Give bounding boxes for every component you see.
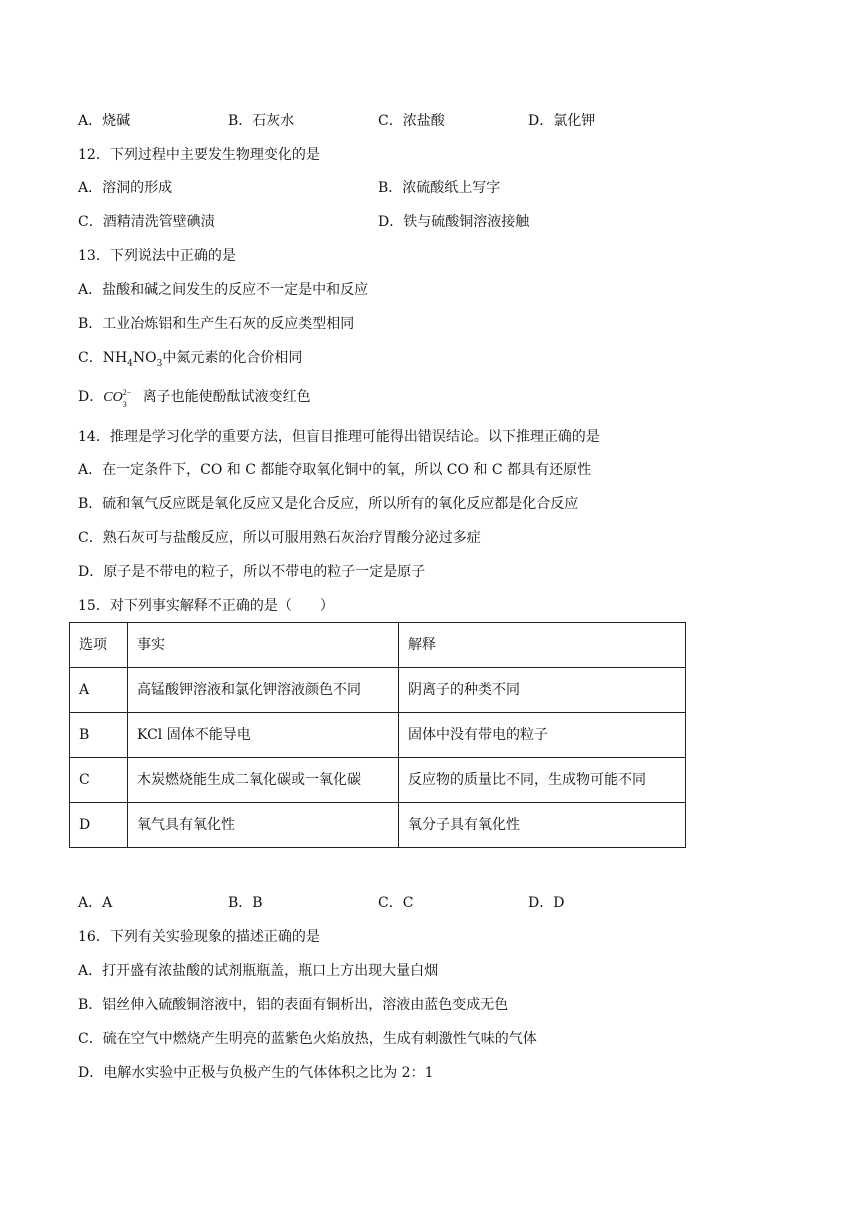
q13-c-mid: NO	[132, 350, 157, 366]
header-fact: 事实	[128, 623, 399, 668]
q13-c-prefix: C．NH	[78, 350, 128, 366]
q15-option-a: A．A	[78, 895, 113, 911]
q13-c-sub2: 3	[156, 358, 163, 369]
q11-option-a: A．烧碱	[78, 113, 131, 129]
q13-c-sub1: 4	[127, 358, 133, 369]
q14-option-d: D．原子是不带电的粒子，所以不带电的粒子一定是原子	[78, 564, 426, 580]
q11-option-d: D．氯化钾	[528, 113, 596, 129]
cell-explanation: 氧分子具有氧化性	[399, 803, 686, 848]
q12-option-c: C．酒精清洗管壁碘渍	[78, 214, 215, 230]
q13-option-a: A．盐酸和碱之间发生的反应不一定是中和反应	[78, 282, 369, 298]
q15-stem: 15．对下列事实解释不正确的是（ ）	[78, 598, 334, 614]
table-row	[70, 803, 686, 848]
q14-stem: 14．推理是学习化学的重要方法，但盲目推理可能得出错误结论。以下推理正确的是	[78, 429, 600, 445]
cell-option: C	[70, 758, 128, 803]
cell-explanation: 阴离子的种类不同	[399, 668, 686, 713]
q11-option-c: C．浓盐酸	[378, 113, 445, 129]
cell-fact: KCl 固体不能导电	[128, 713, 399, 758]
header-option: 选项	[70, 623, 128, 668]
cell-fact: 氧气具有氧化性	[128, 803, 399, 848]
q14-option-c: C．熟石灰可与盐酸反应，所以可服用熟石灰治疗胃酸分泌过多症	[78, 530, 481, 546]
q12-option-a: A．溶洞的形成	[78, 180, 173, 196]
q16-option-c: C．硫在空气中燃烧产生明亮的蓝紫色火焰放热，生成有刺激性气味的气体	[78, 1031, 537, 1047]
q15-option-c: C．C	[378, 895, 414, 911]
q13-option-d	[78, 387, 311, 408]
q13-stem: 13．下列说法中正确的是	[78, 248, 236, 264]
table-row	[70, 668, 686, 713]
q14-option-b: B．硫和氧气反应既是氧化反应又是化合反应，所以所有的氧化反应都是化合反应	[78, 496, 579, 512]
q16-option-d: D．电解水实验中正极与负极产生的气体体积之比为 2：1	[78, 1065, 434, 1081]
q15-table	[69, 622, 686, 848]
cell-explanation: 固体中没有带电的粒子	[399, 713, 686, 758]
q13-option-c	[78, 348, 302, 374]
q13-d-prefix: D．	[78, 389, 104, 405]
q12-stem: 12．下列过程中主要发生物理变化的是	[78, 147, 320, 163]
cell-fact: 高锰酸钾溶液和氯化钾溶液颜色不同	[128, 668, 399, 713]
table-header-row	[70, 623, 686, 668]
q15-option-d: D．D	[528, 895, 565, 911]
q11-option-b: B．石灰水	[228, 113, 295, 129]
q13-d-suffix: 离子也能使酚酞试液变红色	[142, 389, 311, 405]
q15-option-b: B．B	[228, 895, 263, 911]
table-row	[70, 758, 686, 803]
cell-fact: 木炭燃烧能生成二氧化碳或一氧化碳	[128, 758, 399, 803]
carbonate-ion-base: CO	[103, 390, 123, 405]
q16-stem: 16．下列有关实验现象的描述正确的是	[78, 929, 320, 945]
q13-c-suffix: 中氮元素的化合价相同	[162, 350, 303, 366]
q12-option-b: B．浓硫酸纸上写字	[378, 180, 501, 196]
carbonate-ion-subscript: 3	[122, 400, 127, 409]
q14-option-a: A．在一定条件下，CO 和 C 都能夺取氧化铜中的氧，所以 CO 和 C 都具有还原性	[78, 462, 592, 478]
carbonate-ion-formula	[103, 388, 136, 409]
cell-explanation: 反应物的质量比不同，生成物可能不同	[399, 758, 686, 803]
q13-option-b: B．工业冶炼铝和生产生石灰的反应类型相同	[78, 316, 355, 332]
cell-option: B	[70, 713, 128, 758]
cell-option: D	[70, 803, 128, 848]
carbonate-ion-charge: 2−	[122, 388, 132, 397]
q16-option-a: A．打开盛有浓盐酸的试剂瓶瓶盖，瓶口上方出现大量白烟	[78, 963, 439, 979]
header-explanation: 解释	[399, 623, 686, 668]
cell-option: A	[70, 668, 128, 713]
q12-option-d: D．铁与硫酸铜溶液接触	[378, 214, 530, 230]
table-row	[70, 713, 686, 758]
q16-option-b: B．铝丝伸入硫酸铜溶液中，铝的表面有铜析出，溶液由蓝色变成无色	[78, 997, 509, 1013]
